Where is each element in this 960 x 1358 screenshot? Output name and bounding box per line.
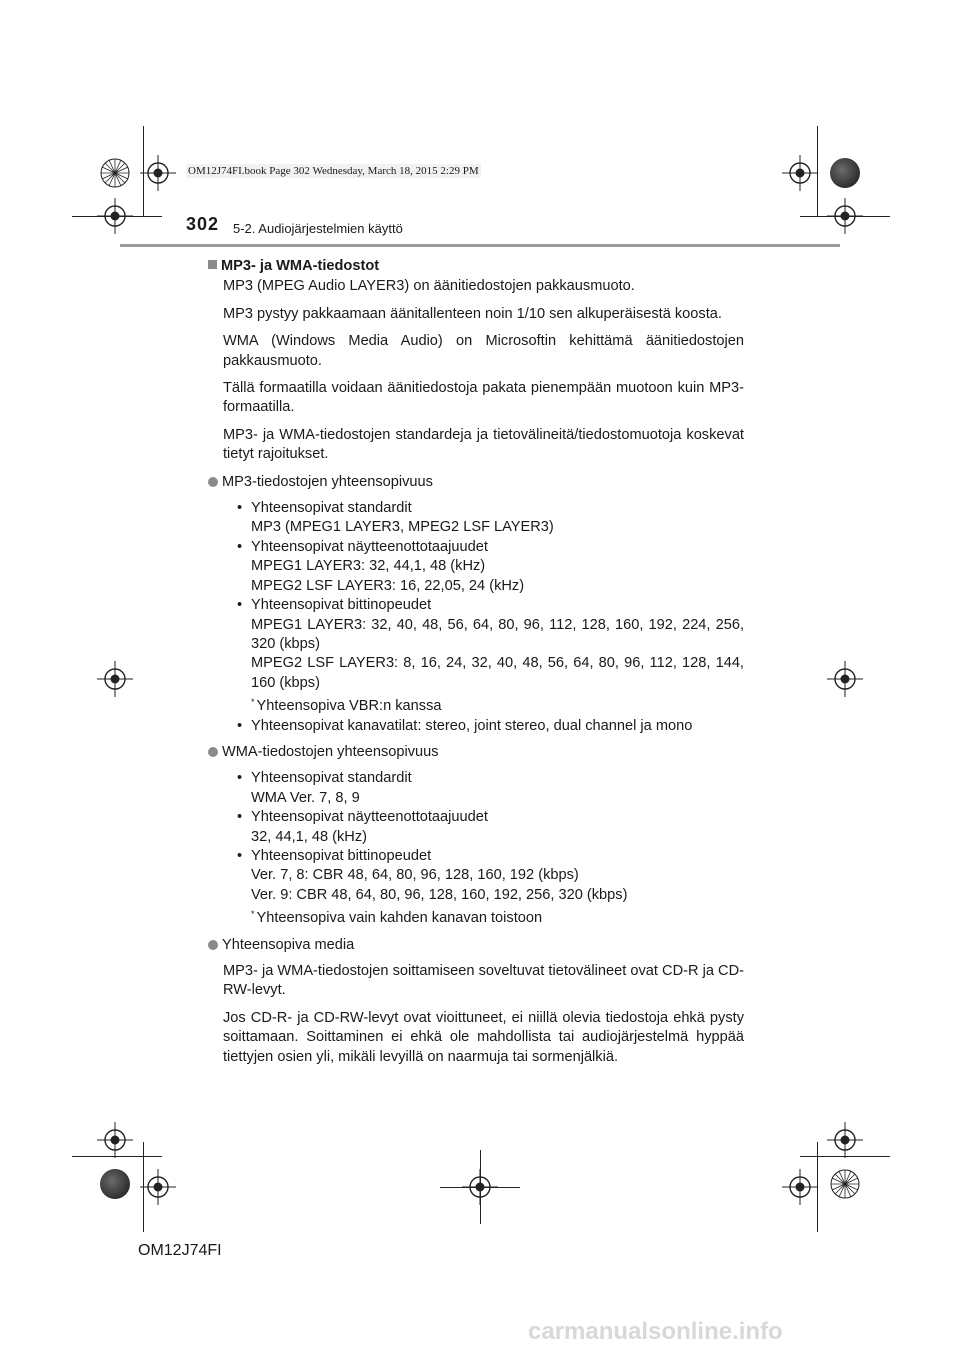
section-heading: MP3- ja WMA-tiedostot	[208, 257, 744, 276]
watermark: carmanualsonline.info	[528, 1318, 783, 1345]
list-item: • Yhteensopivat bittinopeudet MPEG1 LAYER3: 32, 40, 48, 56, 64, 80, 96, 112, 128, 160, 192, 224, 256, 320 (kbps) MPEG2 LSF LAYER3: 8, 16, 24, 32, 40, 48, 56, 64, 80, 96, 112, 128, 144, 160 (kbps) * Yhteensopiva VBR:n kanssa	[208, 596, 744, 716]
paragraph: MP3 pystyy pakkaamaan äänitallenteen noin 1/10 sen alkuperäisestä koosta.	[223, 305, 722, 322]
footnote: * Yhteensopiva VBR:n kanssa	[251, 697, 442, 715]
registration-mark-icon	[827, 1122, 863, 1158]
list-item: • Yhteensopivat näytteenottotaajuudet MPEG1 LAYER3: 32, 44,1, 48 (kHz) MPEG2 LSF LAYER3: 16, 22,05, 24 (kHz)	[208, 538, 744, 596]
paragraph: Jos CD-R- ja CD-RW-levyt ovat vioittuneet, ei niillä olevia tiedostoja ehkä pysty soittamaan. Soittaminen ei ehkä ole mahdollista tai audiojärjestelmä hyppää tiettyjen osien yli, mikäli levyillä on naarmuja tai sormenjälkiä.	[223, 1009, 744, 1065]
page-content	[208, 257, 744, 1075]
list-item: • Yhteensopivat kanavatilat: stereo, joint stereo, dual channel ja mono	[208, 717, 744, 736]
wma-compat-list	[208, 769, 744, 928]
paragraph: MP3 (MPEG Audio LAYER3) on äänitiedostojen pakkausmuoto.	[223, 278, 635, 295]
round-bullet-icon	[208, 477, 218, 487]
list-item: • Yhteensopivat bittinopeudet Ver. 7, 8: CBR 48, 64, 80, 96, 128, 160, 192 (kbps) Ver. 9: CBR 48, 64, 80, 96, 128, 160, 192, 256, 320 (kbps) * Yhteensopiva vain kahden kanavan toistoon	[208, 847, 744, 929]
registration-mark-icon	[782, 1169, 818, 1205]
registration-mark-icon	[97, 198, 133, 234]
mp3-compat-heading: MP3-tiedostojen yhteensopivuus	[208, 473, 744, 492]
footer-code: OM12J74FI	[138, 1242, 222, 1259]
list-item: • Yhteensopivat standardit WMA Ver. 7, 8, 9	[208, 769, 744, 808]
paragraph: WMA (Windows Media Audio) on Microsoftin kehittämä äänitiedostojen pakkausmuoto.	[223, 333, 744, 369]
crop-line	[480, 1150, 481, 1224]
header-rule	[120, 244, 840, 247]
section-title: 5-2. Audiojärjestelmien käyttö	[233, 221, 403, 236]
round-bullet-icon	[208, 747, 218, 757]
mp3-compat-list	[208, 499, 744, 736]
list-item: • Yhteensopivat näytteenottotaajuudet 32, 44,1, 48 (kHz)	[208, 808, 744, 847]
registration-mark-icon	[140, 1169, 176, 1205]
dark-circle-mark-icon	[100, 1169, 130, 1199]
registration-mark-icon	[140, 155, 176, 191]
book-stamp: OM12J74FI.book Page 302 Wednesday, March 18, 2015 2:29 PM	[188, 165, 479, 177]
dark-circle-mark-icon	[830, 158, 860, 188]
footnote: * Yhteensopiva vain kahden kanavan toistoon	[251, 909, 543, 927]
page-number: 302	[186, 214, 220, 234]
wma-compat-heading: WMA-tiedostojen yhteensopivuus	[208, 743, 744, 762]
paragraph: MP3- ja WMA-tiedostojen standardeja ja tietovälineitä/tiedostomuotoja koskevat tietyt rajoitukset.	[223, 426, 744, 463]
registration-mark-icon	[97, 661, 133, 697]
sunburst-mark-icon	[100, 158, 130, 188]
registration-mark-icon	[827, 198, 863, 234]
round-bullet-icon	[208, 940, 218, 950]
registration-mark-icon	[827, 661, 863, 697]
square-bullet-icon	[208, 260, 217, 269]
list-item: • Yhteensopivat standardit MP3 (MPEG1 LAYER3, MPEG2 LSF LAYER3)	[208, 499, 744, 538]
paragraph: MP3- ja WMA-tiedostojen soittamiseen soveltuvat tietovälineet ovat CD-R ja CD-RW-levyt.	[223, 963, 744, 999]
registration-mark-icon	[97, 1122, 133, 1158]
media-heading: Yhteensopiva media	[208, 936, 744, 955]
paragraph: Tällä formaatilla voidaan äänitiedostoja pakata pienempään muotoon kuin MP3-formaatilla.	[223, 380, 744, 416]
sunburst-mark-icon	[830, 1169, 860, 1199]
registration-mark-icon	[782, 155, 818, 191]
